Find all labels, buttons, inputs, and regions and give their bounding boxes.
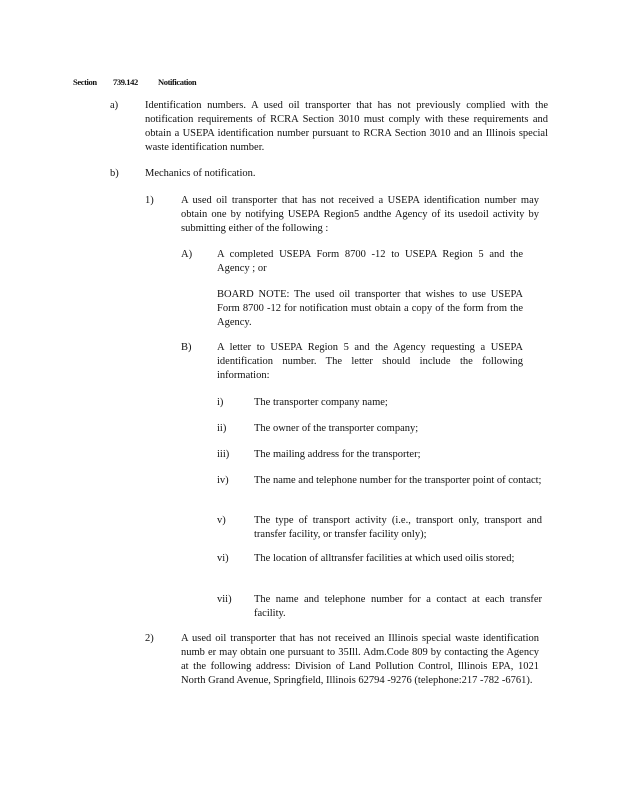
item-v-text: The type of transport activity (i.e., transport only, transport and transfer facility, or transfer facility only);	[254, 515, 542, 540]
item-iii-text: The mailing address for the transporter;	[254, 449, 421, 460]
item-b1-text: A used oil transporter that has not received a USEPA identification number may obtain one by notifying USEPA Region5 andthe Agency of its usedoil activity by submitting either of the following :	[181, 195, 539, 234]
item-vii-label: vii)	[217, 594, 232, 605]
item-bB-text: A letter to USEPA Region 5 and the Agency requesting a USEPA identification number. The letter should include the following information:	[217, 342, 523, 381]
section-label: Section	[73, 77, 97, 87]
section-number: 739.142	[113, 77, 138, 87]
section-title: Notification	[158, 77, 197, 87]
item-vii-text: The name and telephone number for a contact at each transfer facility.	[254, 594, 542, 619]
item-b1-label: 1)	[145, 195, 154, 206]
item-a-label: a)	[110, 100, 119, 111]
item-iv-label: iv)	[217, 475, 229, 486]
item-b-label: b)	[110, 168, 119, 179]
item-v-label: v)	[217, 515, 226, 526]
board-note: BOARD NOTE: The used oil transporter that wishes to use USEPA Form 8700 -12 for notification must obtain a copy of the form from the Agency.	[217, 289, 523, 328]
item-bA-label: A)	[181, 249, 193, 260]
item-iv-text: The name and telephone number for the transporter point of contact;	[254, 475, 542, 486]
item-i-text: The transporter company name;	[254, 397, 388, 408]
item-ii-text: The owner of the transporter company;	[254, 423, 419, 434]
item-vi-label: vi)	[217, 553, 229, 564]
item-bA-text: A completed USEPA Form 8700 -12 to USEPA Region 5 and the Agency ; or	[217, 249, 523, 274]
item-a-text: Identification numbers. A used oil transporter that has not previously complied with the notification requirements of RCRA Section 3010 must comply with these requirements and obtain a USEPA identification number pursuant to RCRA Section 3010 and an Illinois special waste identification number.	[145, 100, 548, 153]
item-b2-label: 2)	[145, 633, 154, 644]
item-vi-text: The location of alltransfer facilities at which used oilis stored;	[254, 553, 515, 564]
item-bB-label: B)	[181, 342, 192, 353]
item-b2-text: A used oil transporter that has not received an Illinois special waste identification numb er may obtain one pursuant to 35Ill. Adm.Code 809 by contacting the Agency at the following address: Division of Land Pollution Control, Illinois EPA, 1021 North Grand Avenue, Springfield, Illinois 62794 -9276 (telephone:217 -782 -6761).	[181, 633, 539, 686]
item-iii-label: iii)	[217, 449, 230, 460]
item-i-label: i)	[217, 397, 224, 408]
item-ii-label: ii)	[217, 423, 227, 434]
item-b-text: Mechanics of notification.	[145, 168, 256, 179]
